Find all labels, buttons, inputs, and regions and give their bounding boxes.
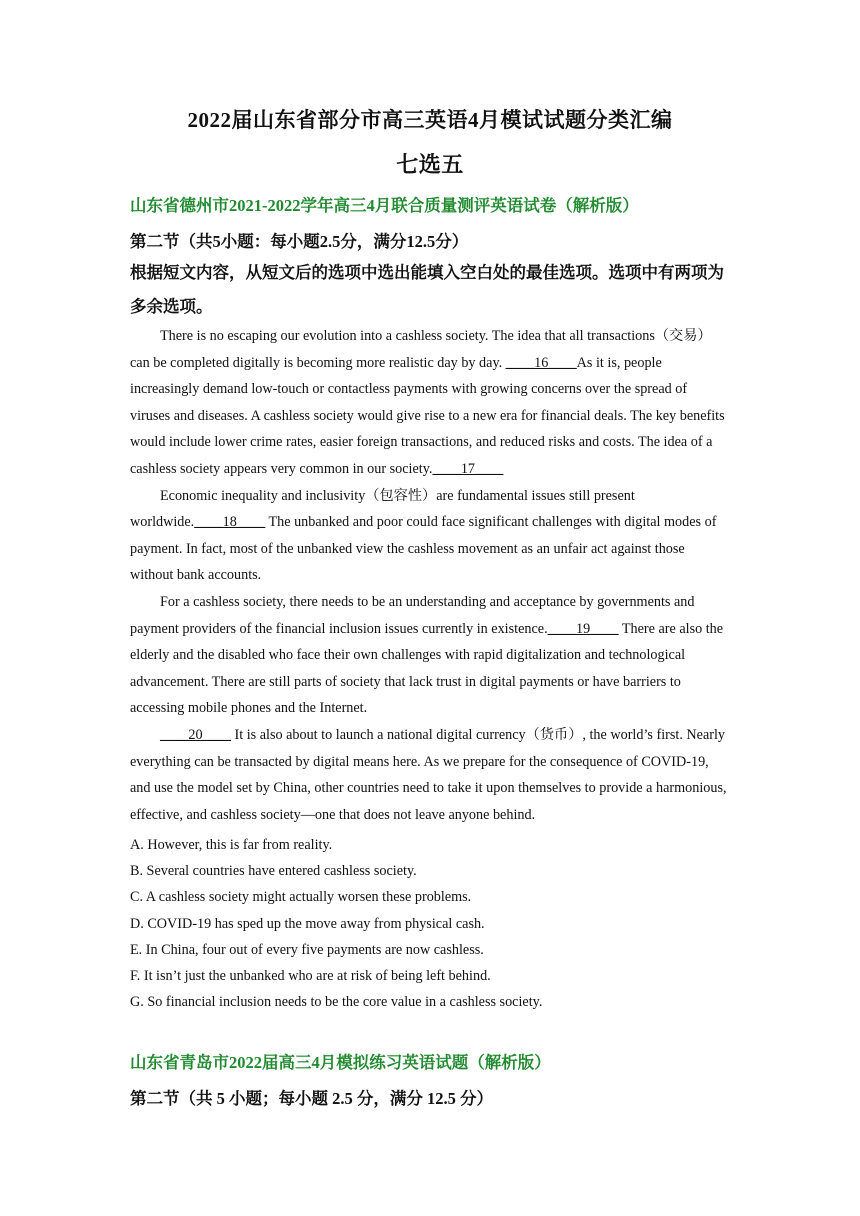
paragraph-1: There is no escaping our evolution into a cashless society. The idea that all transactions（交易）can be completed digitally is becoming more realistic day by day. ____16____As it is, people increasingly demand low-touch or contactless payments with growing concerns over the spread of viruses and diseases. A cashless society would give rise to a new era for financial deals. The key benefits would include lower crime rates, easier foreign transactions, and reduced risks and costs. The idea of a cashless society appears very common in our society.____17____	[130, 328, 725, 477]
option-f: F. It isn’t just the unbanked who are at risk of being left behind.	[130, 968, 491, 985]
document-subtitle: 七选五	[396, 152, 464, 177]
option-e: E. In China, four out of every five payments are now cashless.	[130, 941, 484, 958]
paragraph-2: Economic inequality and inclusivity（包容性）are fundamental issues still present worldwide.____18____ The unbanked and poor could face significant challenges with digital modes of payment. In fact, most of the unbanked view the cashless movement as an unfair act against those without bank accounts.	[130, 487, 717, 584]
section2-part-heading: 第二节（共 5 小题；每小题 2.5 分，满分 12.5 分）	[130, 1089, 493, 1108]
blank-20[interactable]: ____20____	[160, 726, 231, 743]
document-title: 2022届山东省部分市高三英语4月模试试题分类汇编	[187, 108, 673, 132]
option-g: G. So financial inclusion needs to be the core value in a cashless society.	[130, 994, 543, 1011]
option-b: B. Several countries have entered cashless society.	[130, 863, 417, 880]
blank-16[interactable]: ____16____	[505, 354, 577, 371]
answer-options	[130, 832, 730, 1015]
option-d: D. COVID-19 has sped up the move away from physical cash.	[130, 915, 485, 932]
option-a: A. However, this is far from reality.	[130, 837, 333, 853]
blank-17[interactable]: ____17____	[432, 460, 504, 477]
blank-18[interactable]: ____18____	[194, 514, 266, 531]
option-c: C. A cashless society might actually worsen these problems.	[130, 889, 472, 906]
section1-part-heading: 第二节（共5小题：每小题2.5分，满分12.5分）	[130, 232, 469, 251]
paragraph-3: For a cashless society, there needs to be an understanding and acceptance by governments and payment providers of the financial inclusion issues currently in existence.____19____ There are also the elderly and the disabled who face their own challenges with rapid digitalization and technological advancement. There are still parts of society that lack trust in digital payments or have barriers to accessing mobile phones and the Internet.	[130, 593, 724, 717]
section1-source: 山东省德州市2021-2022学年高三4月联合质量测评英语试卷（解析版）	[130, 196, 639, 215]
blank-19[interactable]: ____19____	[547, 620, 619, 637]
paragraph-4: ____20____ It is also about to launch a national digital currency（货币）, the world’s first. Nearly everything can be transacted by digital means here. As we prepare for the consequence of COVID-19, and use the model set by China, other countries need to take it upon themselves to provide a harmonious, effective, and cashless society—one that does not leave anyone behind.	[130, 726, 727, 823]
section1-instruction: 根据短文内容，从短文后的选项中选出能填入空白处的最佳选项。选项中有两项为多余选项。	[130, 263, 724, 316]
passage	[130, 323, 730, 828]
section2-source: 山东省青岛市2022届高三4月模拟练习英语试题（解析版）	[130, 1053, 551, 1072]
